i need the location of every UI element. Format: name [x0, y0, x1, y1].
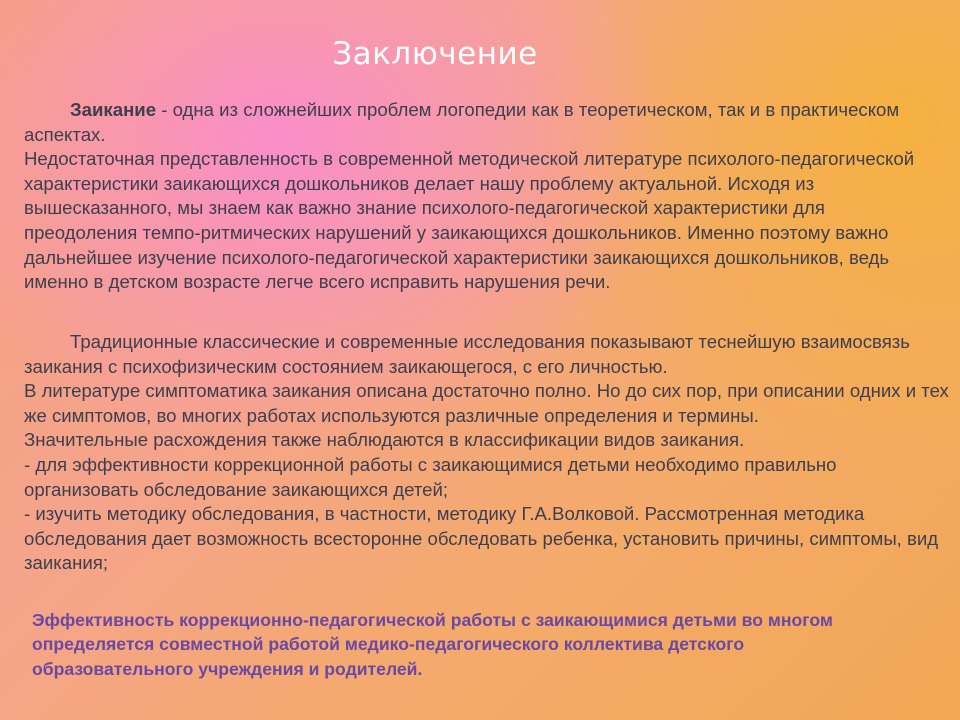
- paragraph-research: [24, 330, 949, 576]
- paragraph-stuttering-definition: [24, 98, 929, 295]
- research-lead-text: Традиционные классические и современные исследования показывают теснейшую взаимосвязь заикания с психофизическим состоянием заикающегося, с его личностью.: [24, 331, 910, 377]
- conclusion-highlight: Эффективность коррекционно-педагогической работы с заикающимися детьми во многом определяется совместной работой медико-педагогического коллектива детского образовательного учреждения и родителей.: [32, 610, 833, 679]
- relevance-text: Недостаточная представленность в современной методической литературе психолого-педагогической характеристики заикающихся дошкольников делает нашу проблему актуальной. Исходя из вышесказанного, мы знаем как важно знание психолого-педагогической характеристики для преодоления темпо-ритмических нарушений у заикающихся дошкольников. Именно поэтому важно дальнейшее изучение психолого-педагогической характеристики заикающихся дошкольников, ведь именно в детском возрасте легче всего исправить нарушения речи.: [24, 148, 915, 293]
- slide-title: Заключение: [332, 36, 538, 72]
- task-item-organize: - для эффективности коррекционной работы с заикающимися детьми необходимо правильно организовать обследование заикающихся детей;: [24, 453, 837, 500]
- definition-text: - одна из сложнейших проблем логопедии как в теоретическом, так и в практическом аспектах.: [24, 99, 900, 145]
- classification-text: Значительные расхождения также наблюдаются в классификации видов заикания.: [24, 429, 745, 451]
- symptoms-text: В литературе симптоматика заикания описана достаточно полно. Но до сих пор, при описании одних и тех же симптомов, во многих работах используются различные определения и термины.: [24, 380, 949, 426]
- term-stuttering: Заикание: [70, 99, 157, 120]
- task-item-study-method: - изучить методику обследования, в частности, методику Г.А.Волковой. Рассмотренная методика обследования дает возможность всесторонне обследовать ребенка, установить причины, симптомы, вид заикания;: [24, 503, 939, 574]
